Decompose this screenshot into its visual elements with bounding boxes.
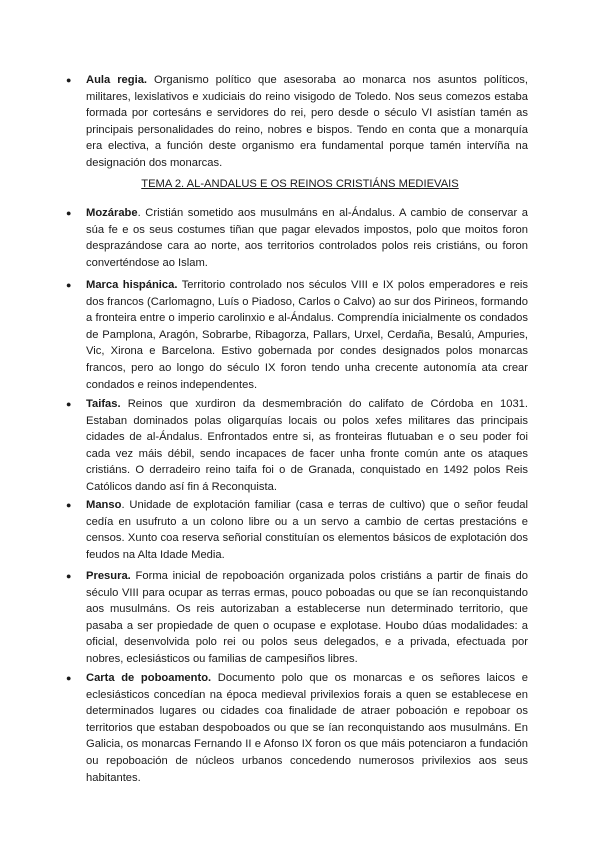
glossary-entry-presura — [66, 568, 529, 668]
entry-term: Marca hispánica. — [86, 279, 178, 291]
glossary-entry-manso — [66, 497, 528, 563]
glossary-entry-marca-hispanica — [66, 277, 528, 393]
entry-term: Manso — [86, 499, 122, 511]
glossary-entry-mozarabe — [66, 205, 528, 271]
section-heading-text: TEMA 2. AL-ANDALUS E OS REINOS CRISTIÁNS MEDIEVAIS — [141, 178, 459, 190]
glossary-entry-carta-de-poboamento — [66, 670, 528, 786]
entry-term: Carta de poboamento. — [86, 672, 212, 684]
entry-term: Presura. — [86, 570, 131, 582]
entry-term: Taifas. — [86, 398, 121, 410]
entry-text: Forma inicial de repoboación organizada polos cristiáns a partir de finais do século VIII para ocupar as terras ermas, pouco poboadas ou que se ían reconquistando aos musulmáns. Os reis autorizaban a establecerse nun determinado territorio, que pasaba a ser propiedade de quen o ocupase e explotase. Houbo dúas modalidades: a oficial, desenvolvida polo rei ou polos seus delegados, e a privada, efectuada por nobres, eclesiásticos ou familias de campesiños libres. — [86, 570, 529, 665]
entry-text: . Cristián sometido aos musulmáns en al-Ándalus. A cambio de conservar a súa fe e os seus costumes tiñan que pagar elevados impostos, polo que moitos foron desprazándose cara ao norte, aos territorios controlados polos reis cristiáns, ou foron converténdose ao Islam. — [86, 207, 528, 269]
section-heading — [0, 176, 600, 192]
entry-text: Territorio controlado nos séculos VIII e IX polos emperadores e reis dos francos (Carlomagno, Luís o Piadoso, Carlos o Calvo) ao sur dos Pirineos, formando a fronteira entre o imperio carolinxio e al-Ándalus. Comprendía inicialmente os condados de Pamplona, Aragón, Sobrarbe, Ribagorza, Pallars, Urxel, Cerdaña, Besalú, Ampuries, Vic, Xirona e Barcelona. Estivo gobernada por condes designados polos monarcas francos, pero ao longo do século IX foron tendo unha crecente autonomía ata crear condados e reinos independentes. — [86, 279, 528, 391]
bullet-icon: ● — [66, 673, 72, 683]
bullet-icon: ● — [66, 500, 72, 510]
glossary-entry-aula-regia — [66, 72, 529, 172]
entry-text: Organismo político que asesoraba ao monarca nos asuntos políticos, militares, lexislativos e xudiciais do reino visigodo de Toledo. Nos seus comezos estaba formada por cortesáns e servidores do rei, pero desde o século VI asistían tamén as principais personalidades do reino, nobres e bispos. Tendo en conta que a monarquía era electiva, a función deste organismo era fundamental porque tamén intervíña na designación dos monarcas. — [86, 74, 529, 169]
entry-text: Reinos que xurdiron da desmembración do califato de Córdoba en 1031. Estaban dominados polas oligarquías locais ou polos xefes militares das principais cidades de al-Ándalus. Enfrontados entre si, as fronteiras flutuaban e o seu poder foi cada vez máis débil, sendo incapaces de facer unha fronte común ante os ataques cristiáns. O derradeiro reino taifa foi o de Granada, conquistado en 1492 polos Reis Católicos dando así fin á Reconquista. — [86, 398, 529, 493]
entry-term: Aula regia. — [86, 74, 148, 86]
bullet-icon: ● — [66, 208, 72, 218]
entry-term: Mozárabe — [86, 207, 138, 219]
bullet-icon: ● — [66, 75, 72, 85]
entry-text: Documento polo que os monarcas e os señores laicos e eclesiásticos concedían na época medieval privilexios forais a quen se establecese en determinados lugares ou cidades coa finalidade de atraer poboación e repoboar os territorios que estaban despoboados ou que se ían reconquistando aos musulmáns. En Galicia, os monarcas Fernando II e Afonso IX foron os que máis potenciaron a fundación ou repoboación de núcleos urbanos concedendo numerosos privilexios aos seus habitantes. — [86, 672, 528, 784]
glossary-entry-taifas — [66, 396, 529, 496]
entry-text: . Unidade de explotación familiar (casa e terras de cultivo) que o señor feudal cedía en usufruto a un colono libre ou a un servo a cambio de certas prestacións e censos. Xunto coa reserva señorial constituían os elementos básicos de explotación dos feudos na Alta Idade Media. — [86, 499, 528, 561]
bullet-icon: ● — [66, 280, 72, 290]
bullet-icon: ● — [66, 399, 72, 409]
bullet-icon: ● — [66, 571, 72, 581]
